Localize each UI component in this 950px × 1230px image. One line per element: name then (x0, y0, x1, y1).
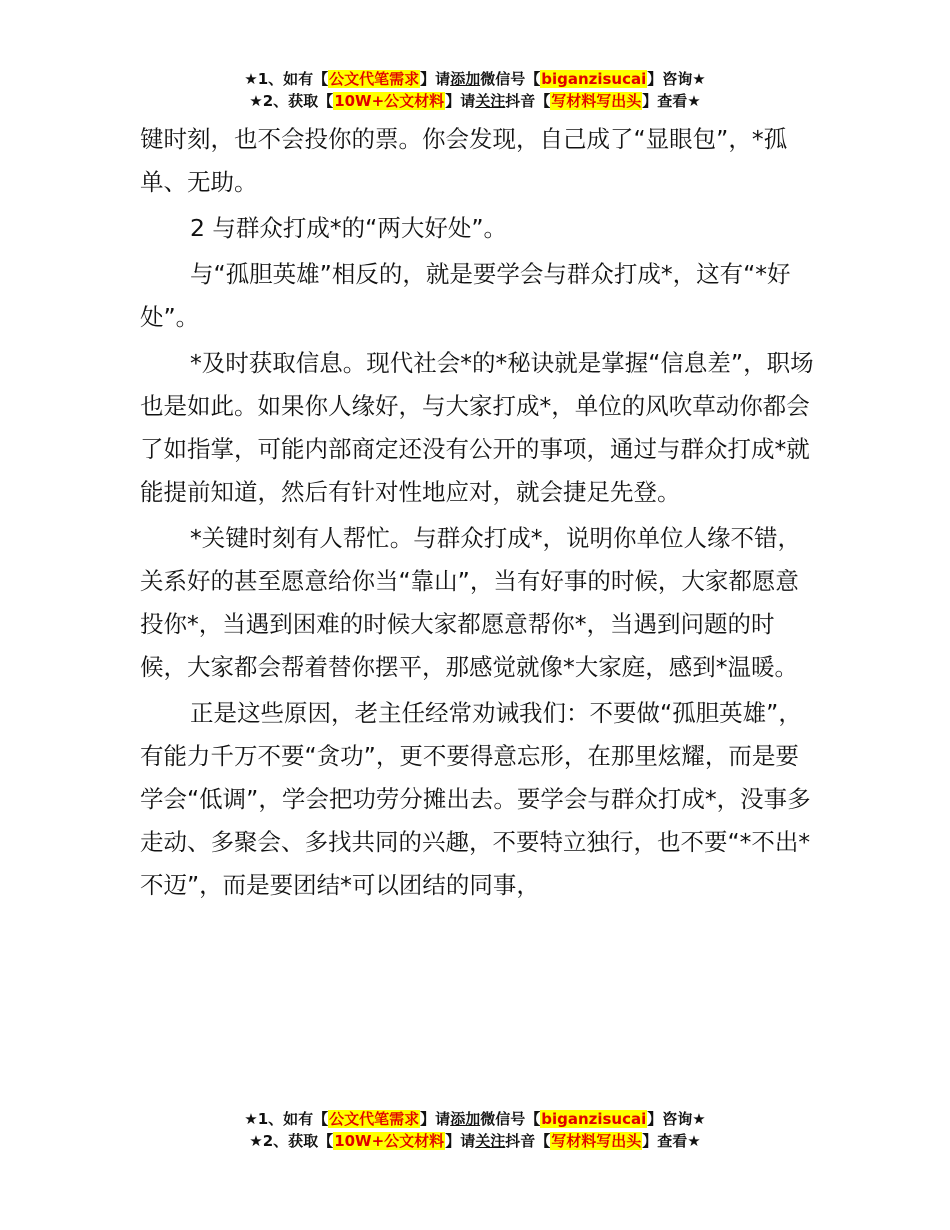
highlight-douyin: 写材料写出头 (551, 92, 642, 110)
paragraph: 键时刻，也不会投你的票。你会发现，自己成了“显眼包”，*孤单、无助。 (140, 125, 788, 196)
banner-line-1: ★1、如有【公文代笔需求】请添加微信号【biganzisucai】咨询★ (244, 70, 706, 88)
highlight-materials: 10W+公文材料 (334, 1132, 445, 1150)
highlight-service: 公文代笔需求 (329, 1110, 420, 1128)
paragraph: *关键时刻有人帮忙。与群众打成*，说明你单位人缘不错，关系好的甚至愿意给你当“靠山”，当有好事的时候，大家都愿意投你*，当遇到困难的时候大家都愿意帮你*，当遇到问题的时候，大家都会帮着替你摆平，那感觉就像*大家庭，感到*温暖。 (140, 524, 801, 681)
banner-line-2: ★2、获取【10W+公文材料】请关注抖音【写材料写出头】查看★ (249, 92, 701, 110)
banner-line-1: ★1、如有【公文代笔需求】请添加微信号【biganzisucai】咨询★ (244, 1110, 706, 1128)
section-heading: 2 与群众打成*的“两大好处”。 (190, 214, 508, 242)
highlight-douyin: 写材料写出头 (551, 1132, 642, 1150)
highlight-wechat-id: biganzisucai (541, 1110, 647, 1128)
banner-line-2: ★2、获取【10W+公文材料】请关注抖音【写材料写出头】查看★ (249, 1132, 701, 1150)
footer-banner (0, 1108, 950, 1152)
document-body (140, 118, 820, 910)
paragraph: *及时获取信息。现代社会*的*秘诀就是掌握“信息差”，职场也是如此。如果你人缘好，与大家打成*，单位的风吹草动你都会了如指掌，可能内部商定还没有公开的事项，通过与群众打成*就能提前知道，然后有针对性地应对，就会捷足先登。 (140, 349, 814, 506)
highlight-service: 公文代笔需求 (329, 70, 420, 88)
header-banner (0, 68, 950, 112)
highlight-wechat-id: biganzisucai (541, 70, 647, 88)
highlight-materials: 10W+公文材料 (334, 92, 445, 110)
paragraph: 与“孤胆英雄”相反的，就是要学会与群众打成*，这有“*好处”。 (140, 260, 791, 331)
paragraph: 正是这些原因，老主任经常劝诫我们：不要做“孤胆英雄”，有能力千万不要“贪功”，更不要得意忘形，在那里炫耀，而是要学会“低调”，学会把功劳分摊出去。要学会与群众打成*，没事多走动、多聚会、多找共同的兴趣，不要特立独行，也不要“*不出*不迈”，而是要团结*可以团结的同事， (140, 699, 811, 899)
